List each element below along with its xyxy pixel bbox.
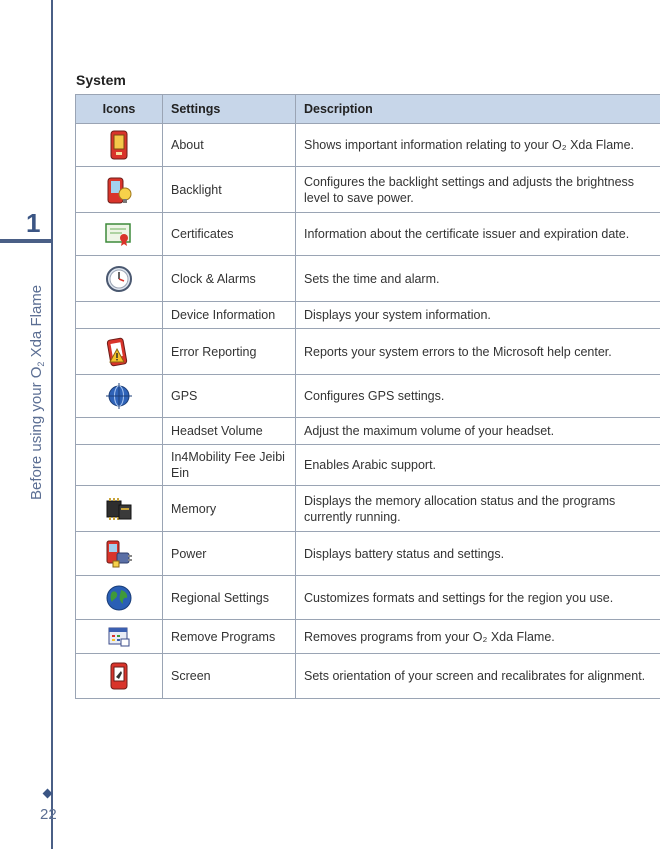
setting-description: Reports your system errors to the Microsoft help center. — [296, 329, 660, 375]
icon-cell — [76, 124, 163, 167]
table-row — [76, 445, 660, 486]
setting-name: Certificates — [163, 213, 296, 256]
setting-description: Configures GPS settings. — [296, 375, 660, 418]
section-title: System — [76, 72, 126, 88]
chapter-bar — [0, 239, 52, 243]
icon-cell — [76, 213, 163, 256]
table-row — [76, 302, 660, 329]
gps-icon — [105, 382, 133, 410]
clock-icon — [105, 265, 133, 293]
chapter-number: 1 — [26, 208, 41, 238]
setting-description: Removes programs from your O₂ Xda Flame. — [296, 620, 660, 654]
icon-cell — [76, 654, 163, 699]
icon-cell — [76, 486, 163, 532]
setting-name: Power — [163, 532, 296, 576]
table-row — [76, 418, 660, 445]
setting-name: Regional Settings — [163, 576, 296, 620]
table-row — [76, 256, 660, 302]
icon-cell — [76, 620, 163, 654]
chapter-title — [28, 285, 45, 500]
error-report-icon — [105, 337, 133, 367]
setting-description: Displays your system information. — [296, 302, 660, 329]
header-icons: Icons — [76, 95, 163, 124]
setting-description: Customizes formats and settings for the region you use. — [296, 576, 660, 620]
icon-cell — [76, 167, 163, 213]
chapter-title-subscript: 2 — [36, 361, 46, 367]
icon-cell — [76, 256, 163, 302]
table-row — [76, 620, 660, 654]
table-row — [76, 486, 660, 532]
table-header-row — [76, 95, 660, 124]
globe-icon — [105, 584, 133, 612]
setting-name: Device Information — [163, 302, 296, 329]
setting-description: Displays the memory allocation status and the programs currently running. — [296, 486, 660, 532]
table-row — [76, 375, 660, 418]
setting-description: Shows important information relating to your O₂ Xda Flame. — [296, 124, 660, 167]
settings-table — [75, 94, 660, 699]
table-row — [76, 654, 660, 699]
table-row — [76, 532, 660, 576]
setting-description: Sets the time and alarm. — [296, 256, 660, 302]
certificate-icon — [104, 221, 134, 247]
table-row — [76, 329, 660, 375]
icon-cell — [76, 302, 163, 329]
setting-description: Enables Arabic support. — [296, 445, 660, 486]
setting-name: Clock & Alarms — [163, 256, 296, 302]
setting-name: Screen — [163, 654, 296, 699]
icon-cell — [76, 375, 163, 418]
table-row — [76, 213, 660, 256]
icon-cell — [76, 329, 163, 375]
header-description: Description — [296, 95, 660, 124]
setting-name: GPS — [163, 375, 296, 418]
setting-name: Memory — [163, 486, 296, 532]
setting-description: Sets orientation of your screen and recalibrates for alignment. — [296, 654, 660, 699]
power-plug-icon — [104, 539, 134, 569]
setting-name: Error Reporting — [163, 329, 296, 375]
header-settings: Settings — [163, 95, 296, 124]
icon-cell — [76, 532, 163, 576]
table-row — [76, 576, 660, 620]
page-number: 22 — [40, 806, 57, 823]
setting-description: Adjust the maximum volume of your headset. — [296, 418, 660, 445]
chapter-title-suffix: Xda Flame — [28, 284, 45, 362]
backlight-icon — [105, 175, 133, 205]
setting-name: Remove Programs — [163, 620, 296, 654]
icon-cell — [76, 576, 163, 620]
setting-name: Headset Volume — [163, 418, 296, 445]
remove-programs-icon — [106, 625, 132, 649]
setting-name: Backlight — [163, 167, 296, 213]
icon-cell — [76, 445, 163, 486]
icon-cell — [76, 418, 163, 445]
table-row — [76, 124, 660, 167]
setting-name: About — [163, 124, 296, 167]
about-icon — [107, 130, 131, 160]
memory-chip-icon — [104, 495, 134, 523]
setting-description: Information about the certificate issuer and expiration date. — [296, 213, 660, 256]
setting-description: Displays battery status and settings. — [296, 532, 660, 576]
setting-description: Configures the backlight settings and adjusts the brightness level to save power. — [296, 167, 660, 213]
table-row — [76, 167, 660, 213]
screen-icon — [106, 661, 132, 691]
sidebar-line — [51, 0, 53, 849]
chapter-title-prefix: Before using your O — [28, 366, 45, 500]
setting-name: In4Mobility Fee Jeibi Ein — [163, 445, 296, 486]
